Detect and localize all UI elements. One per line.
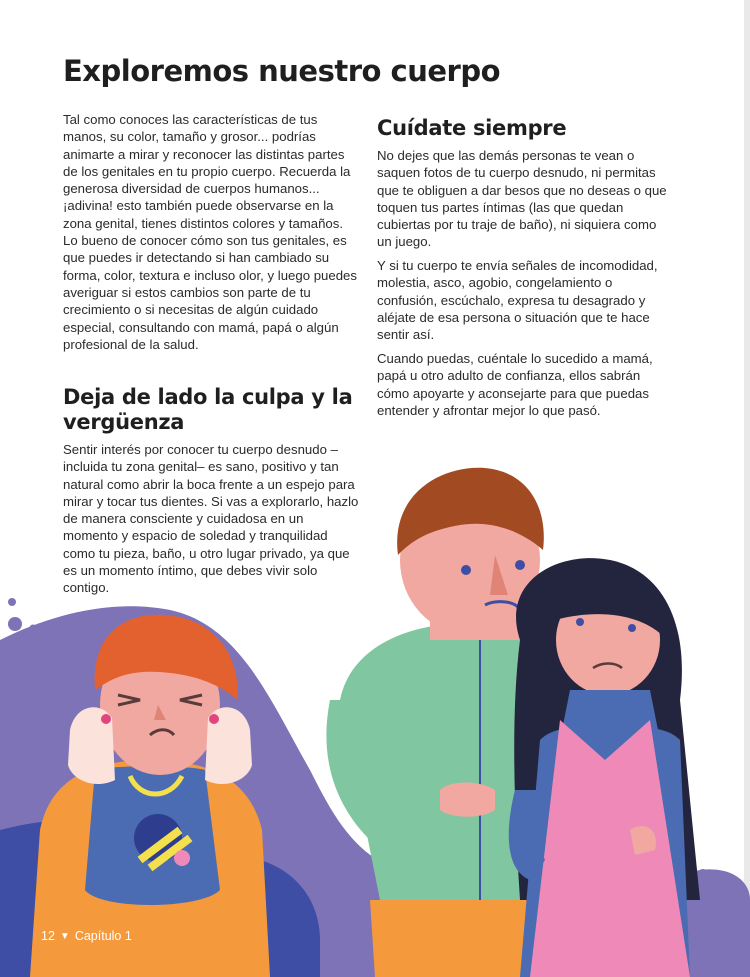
culpa-paragraph: Sentir interés por conocer tu cuerpo desnudo –incluida tu zona genital– es sano, positivo y tan natural como abrir la boca frente a un espejo para mirar y tocar tus dientes. Si vas a explorarlo, hazlo de manera consciente y cuidadosa en un momento y espacio de soledad y tranquilidad como tu pieza, baño, u otro lugar privado, ya que es un momento íntimo, que debes vivir solo contigo. [63,442,359,596]
cuidate-paragraph-3: Cuando puedas, cuéntale lo sucedido a mamá, papá u otro adulto de confianza, ellos sabrán cómo apoyarte y aconsejarte para que puedas entender y afrontar mejor lo que pasó. [377,351,653,418]
dot [697,869,709,881]
page-title: Exploremos nuestro cuerpo [63,54,500,88]
section-heading-cuidate: Cuídate siempre [377,116,567,140]
worried-girl-illustration [509,558,700,977]
dot [30,625,37,632]
section-heading-culpa: Deja de lado la culpa y la vergüenza [63,385,353,434]
page-number: 12 [41,929,55,943]
chapter-label: Capítulo 1 [74,929,132,943]
dot [8,617,22,631]
page-footer [41,929,132,943]
chevron-down-icon: ▼ [59,930,70,942]
intro-paragraph: Tal como conoces las características de tus manos, su color, tamaño y grosor... podrías animarte a mirar y reconocer las distintas partes de los genitales en tu propio cuerpo. Recuerda la generosa diversidad de cuerpos humanos... ¡adivina! esto también puede observarse en la zona genital, tienes distintos colores y tamaños. Lo bueno de conocer cómo son tus genitales, es que puedes ir detectando si han cambiado su forma, color, textura e incluso olor, y luego puedes averiguar si estos cambios son parte de tu crecimiento o si necesitas de algún cuidado especial, consultando con mamá, papá o algún profesional de la salud. [63,112,357,352]
cuidate-paragraph-2: Y si tu cuerpo te envía señales de incomodidad, molestia, asco, agobio, congelamiento o confusión, escúchalo, expresa tu desagrado y aléjate de esa persona o situación que te hace sentir así. [377,258,658,343]
cuidate-paragraph-1: No dejes que las demás personas te vean o saquen fotos de tu cuerpo desnudo, ni permitas que te obliguen a dar besos que no deseas o que toquen tus partes íntimas (las que quedan cubiertas por tu traje de baño), ni siquiera como un juego. [377,148,667,250]
dot [8,598,16,606]
